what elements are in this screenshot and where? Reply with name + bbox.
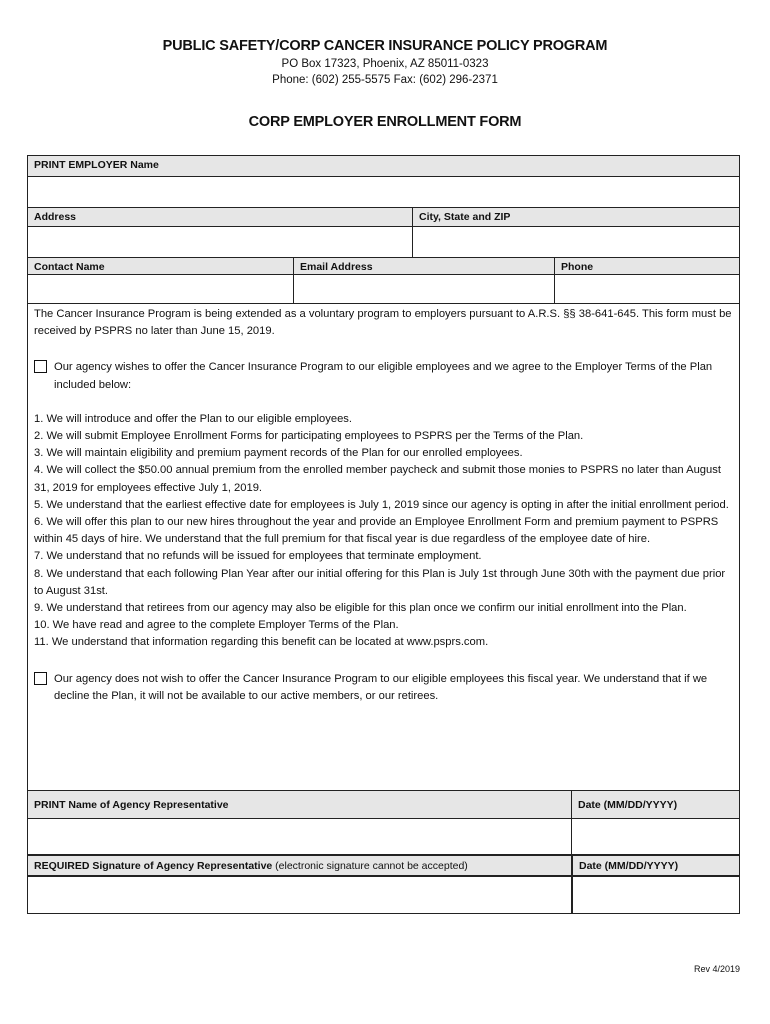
term-item: 3. We will maintain eligibility and premium payment records of the Plan for our enrolled employees. [34,447,523,460]
contact-name-label: Contact Name [28,258,293,275]
intro-text: The Cancer Insurance Program is being extended as a voluntary program to employers pursuant to A.R.S. §§ 38-641-645. This form must be received by PSPRS no later than June 15, 2019. [34,308,732,338]
city-state-zip-field[interactable] [412,227,739,257]
signature-field[interactable] [28,877,571,913]
signature-label-note: (electronic signature cannot be accepted) [272,860,468,872]
accept-option [34,359,734,393]
rep-name-label: PRINT Name of Agency Representative [28,791,571,819]
revision-label: Rev 4/2019 [694,964,741,974]
phone-label: Phone [554,258,739,275]
email-field[interactable] [293,275,554,303]
terms-list [34,411,734,652]
org-address: PO Box 17323, Phoenix, AZ 85011-0323 [281,58,489,70]
org-title: PUBLIC SAFETY/CORP CANCER INSURANCE POLICY PROGRAM [162,38,608,54]
contact-name-field[interactable] [28,275,293,303]
address-field[interactable] [28,227,412,257]
city-state-zip-label: City, State and ZIP [412,208,739,227]
term-item: 11. We understand that information regarding this benefit can be located at www.psprs.com. [34,636,489,649]
email-label: Email Address [293,258,554,275]
decline-option-text: Our agency does not wish to offer the Cancer Insurance Program to our eligible employees this fiscal year. We understand that if we decline the Plan, it will not be available to our active members, or our retirees. [54,672,708,702]
term-item: 2. We will submit Employee Enrollment Forms for participating employees to PSPRS per the Terms of the Plan. [34,430,584,443]
term-item: 10. We have read and agree to the complete Employer Terms of the Plan. [34,619,399,632]
enrollment-form [27,155,740,914]
term-item: 1. We will introduce and offer the Plan to our eligible employees. [34,412,352,425]
term-item: 7. We understand that no refunds will be issued for employees that terminate employment. [34,550,482,563]
date-field-1[interactable] [571,819,739,854]
term-item: 5. We understand that the earliest effective date for employees is July 1, 2019 since our agency is opting in after the initial enrollment period. [34,498,729,511]
signature-label [28,856,571,877]
decline-checkbox[interactable] [34,672,47,685]
rep-name-field[interactable] [28,819,571,854]
employer-name-label: PRINT EMPLOYER Name [28,156,739,177]
employer-name-field[interactable] [28,177,739,207]
date-label-2: Date (MM/DD/YYYY) [571,856,739,877]
form-title: CORP EMPLOYER ENROLLMENT FORM [248,114,522,130]
form-body [34,306,734,705]
accept-option-text: Our agency wishes to offer the Cancer Insurance Program to our eligible employees and we agree to the Employer Terms of the Plan included below: [54,361,713,391]
term-item: 4. We will collect the $50.00 annual premium from the enrolled member paycheck and submit those monies to PSPRS no later than August 31, 2019 for employees effective July 1, 2019. [34,464,721,494]
signature-label-bold: REQUIRED Signature of Agency Representative [34,860,273,872]
date-field-2[interactable] [571,877,739,913]
address-label: Address [28,208,412,227]
term-item: 9. We understand that retirees from our agency may also be eligible for this plan once we confirm our initial enrollment into the Plan. [34,602,687,615]
phone-field[interactable] [554,275,739,303]
org-phone-fax: Phone: (602) 255-5575 Fax: (602) 296-2371 [272,74,498,86]
decline-option [34,671,734,705]
term-item: 8. We understand that each following Plan Year after our initial offering for this Plan is July 1st through June 30th with the payment due prior to August 31st. [34,567,726,597]
term-item: 6. We will offer this plan to our new hires throughout the year and provide an Employee Enrollment Form and premium payment to PSPRS within 45 days of hire. We understand that the full premium for that fiscal year is due regardless of the employee date of hire. [34,516,719,546]
date-label-1: Date (MM/DD/YYYY) [571,791,739,819]
form-header [0,38,770,86]
accept-checkbox[interactable] [34,360,47,373]
